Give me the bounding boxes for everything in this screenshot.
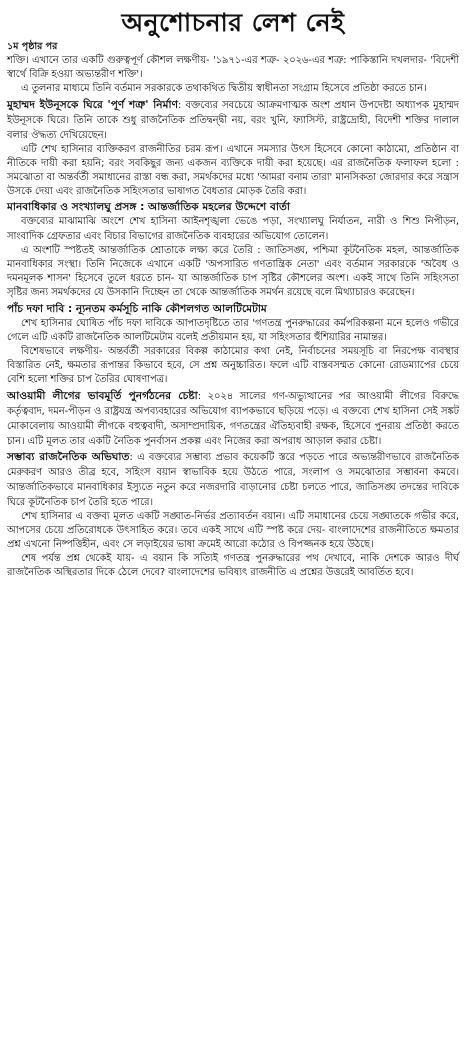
article-body	[7, 40, 459, 581]
paragraph: এ অংশটি স্পষ্টতই আন্তর্জাতিক শ্রোতাকে লক্ষ্য করে তৈরি : জাতিসঙ্ঘ, পশ্চিমা কূটনৈতিক মহল, আন্তর্জাতিক মানবাধিকার সংস্থা। তিনি নিজেকে এখানে একটি 'অপসারিত গণতান্ত্রিক নেতা' এবং বর্তমান সরকারকে 'অবৈধ ও দমনমূলক শাসন' হিসেবে তুলে ধরতে চান- যা আন্তর্জাতিক চাপ সৃষ্টির কৌশলের অংশ। একই সাথে তিনি সহিংসতা সৃষ্টির জন্য সমর্থকদের যে উসকানি দিচ্ছেন তা থেকে আন্তর্জাতিক সমর্থন রয়েছে বলে মিথ্যাচারও করেছেন।	[7, 244, 459, 299]
paragraph: শেষ পর্যন্ত প্রশ্ন থেকেই যায়- এ বয়ান কি সত্যিই গণতন্ত্র পুনরুদ্ধারের পথ দেখাবে, নাকি দেশকে আরও দীর্ঘ রাজনৈতিক অস্থিরতার দিকে ঠেলে দেবে? বাংলাদেশের ভবিষ্যৎ রাজনীতি এ প্রশ্নের উত্তরেই আবর্তিত হবে।	[7, 553, 459, 579]
intro-paragraph: এ তুলনার মাধ্যমে তিনি বর্তমান সরকারকে তথাকথিত দ্বিতীয় স্বাধীনতা সংগ্রাম হিসেবে প্রতিষ্ঠা করতে চান।	[21, 83, 427, 95]
paragraph: এটি শেখ হাসিনার ব্যক্তিকরণ রাজনীতির চরম রূপ। এখানে সমস্যার উৎস হিসেবে কোনো কাঠামো, প্রতিষ্ঠান বা নীতিকে দায়ী করা হয়নি; বরং সবকিছুর জন্য একজন ব্যক্তিকে দায়ী করা হয়েছে। এর রাজনৈতিক ফলাফল হলো : সমঝোতা বা অন্তর্বর্তী সমাধানের রাস্তা বন্ধ করা, সমর্থকদের মধ্যে 'আমরা বনাম তারা' মানসিকতা জোরদার করে সন্ত্রাস উসকে দেয়া এবং রাজনৈতিক সহিংসতার ভাষাগত বৈধতার মোড়ক তৈরি করা।	[7, 143, 459, 198]
section-heading: সম্ভাব্য রাজনৈতিক অভিঘাত	[7, 450, 130, 463]
paragraph: শেখ হাসিনার ঘোষিত পাঁচ দফা দাবিকে আপাতদৃষ্টিতে তার 'গণতন্ত্র পুনরুদ্ধারের কর্মপরিকল্পনা মনে হলেও গভীরে গেলে এটি একটি রাজনৈতিক আলটিমেটাম বলেই প্রতীয়মান হয়, যা সহিংসতার হুঁশিয়ারির নামান্তর।	[7, 317, 459, 343]
article-headline: অনুশোচনার লেশ নেই	[121, 8, 345, 37]
paragraph: বিশেষভাবে লক্ষণীয়- অন্তর্বর্তী সরকারের বিকল্প কাঠামোর কথা নেই, নির্বাচনের সময়সূচি বা নিরপেক্ষ ব্যবস্থার বিস্তারিত নেই, ক্ষমতার রূপান্তর কিভাবে হবে, সে প্রশ্ন অনুচ্চারিত। ফলে এটি বাস্তবসম্মত কোনো রোডম্যাপের চেয়ে বেশি হলো শক্তির চাপ তৈরির ঘোষণাপত্র।	[7, 346, 459, 386]
section-impact	[7, 450, 459, 510]
section-heading: মুহাম্মদ ইউনূসকে ঘিরে 'পূর্ণ শত্রু' নির্মাণ	[7, 98, 178, 111]
paragraph: শেখ হাসিনার এ বক্তব্য মূলত একটি সঙ্ঘাত-নির্ভর প্রত্যাবর্তন বয়ান। এটি সমাধানের চেয়ে সঙ্ঘাতকে গভীর করে, আপসের চেয়ে প্রতিরোধকে উৎসাহিত করে। তবে একই সাথে এটি স্পষ্ট করে দেয়- বাংলাদেশের রাজনীতিতে ক্ষমতার প্রশ্ন এখনো নিষ্পত্তিহীন, এবং সে লড়াইয়ের ভাষা ক্রমেই আরো কঠোর ও বিপজ্জনক হয়ে উঠছে।	[7, 510, 459, 551]
section-heading: মানবাধিকার ও সংখ্যালঘু প্রসঙ্গ : আন্তর্জাতিক মহলের উদ্দেশে বার্তা	[7, 201, 290, 214]
section-yunus	[7, 98, 459, 143]
section-lead: : ২০২৪ সালের গণ-অভ্যুত্থানের পর আওয়ামী লীগের বিরুদ্ধে কর্তৃত্ববাদ, দমন-পীড়ন ও রাষ্ট্রযন্ত্র অপব্যবহারের অভিযোগ ব্যাপকভাবে ছড়িয়ে পড়ে। এ বক্তব্যে শেখ হাসিনা সেই সঙ্কট মোকাবেলায় আওয়ামী লীগকে বহুত্ববাদী, অসাম্প্রদায়িক, গণতন্ত্রের ঐতিহ্যবাহী রক্ষক, হিসেবে পুনরায় প্রতিষ্ঠা করতে চান। এটি মূলত তার একটি নৈতিক পুনর্বাসন প্রকল্প এবং নিজের করা অপরাধ আড়াল করার চেষ্টা।	[7, 390, 459, 447]
section-lead: : বক্তব্যের সবচেয়ে আক্রমণাত্মক অংশ প্রধান উপদেষ্টা অধ্যাপক মুহাম্মদ ইউনূসকে ঘিরে। তিনি তাকে শুধু রাজনৈতিক প্রতিদ্বন্দ্বী নয়, বরং খুনি, ফ্যাসিস্ট, রাষ্ট্রদ্রোহী, বিদেশী শক্তির দালাল বলার ঔদ্ধত্য দেখিয়েছেন।	[7, 99, 460, 141]
section-lead: : এ বক্তব্যের সম্ভাব্য প্রভাব কয়েকটি স্তরে পড়তে পারে অভ্যন্তরীণভাবে রাজনৈতিক মেরুকরণ আরও তীব্র হবে, সহিংস বয়ান স্বাভাবিক হয়ে উঠতে পারে, সংলাপ ও সমঝোতার সম্ভাবনা কমবে। আন্তর্জাতিকভাবে মানবাধিকার ইস্যুতে নতুন করে নজরদারি বাড়ানোর চেষ্টা চলতে পারে, জাতিসঙ্ঘ তদন্তের দাবিকে ঘিরে কূটনৈতিক চাপ তৈরি হতে পারে।	[7, 451, 460, 508]
section-heading: আওয়ামী লীগের ভাবমূর্তি পুনর্গঠনের চেষ্টা	[7, 389, 198, 402]
section-awami-image	[7, 389, 459, 449]
continued-marker: ১ম পৃষ্ঠার পর	[7, 41, 58, 52]
section-heading: পাঁচ দফা দাবি : ন্যূনতম কর্মসূচি নাকি কৌশলগত আলটিমেটাম	[7, 302, 267, 315]
paragraph: বক্তব্যের মাঝামাঝি অংশে শেখ হাসিনা আইনশৃঙ্খলা ভেঙে পড়া, সংখ্যালঘু নির্যাতন, নারী ও শিশু নিপীড়ন, সাংবাদিক গ্রেফতার এবং বিচার বিভাগের রাজনৈতিক ব্যবহারের অভিযোগ তোলেন।	[7, 216, 459, 242]
intro-paragraph: শক্তি। এখানে তার একটি গুরুত্বপূর্ণ কৌশল লক্ষণীয়- '১৯৭১-এর শত্রু- ২০২৬-এর শত্রু: পাকিস্তানি দখলদার- 'বিদেশী স্বার্থে বিক্রি হওয়া অভ্যন্তরীণ শক্তি'।	[7, 55, 459, 81]
